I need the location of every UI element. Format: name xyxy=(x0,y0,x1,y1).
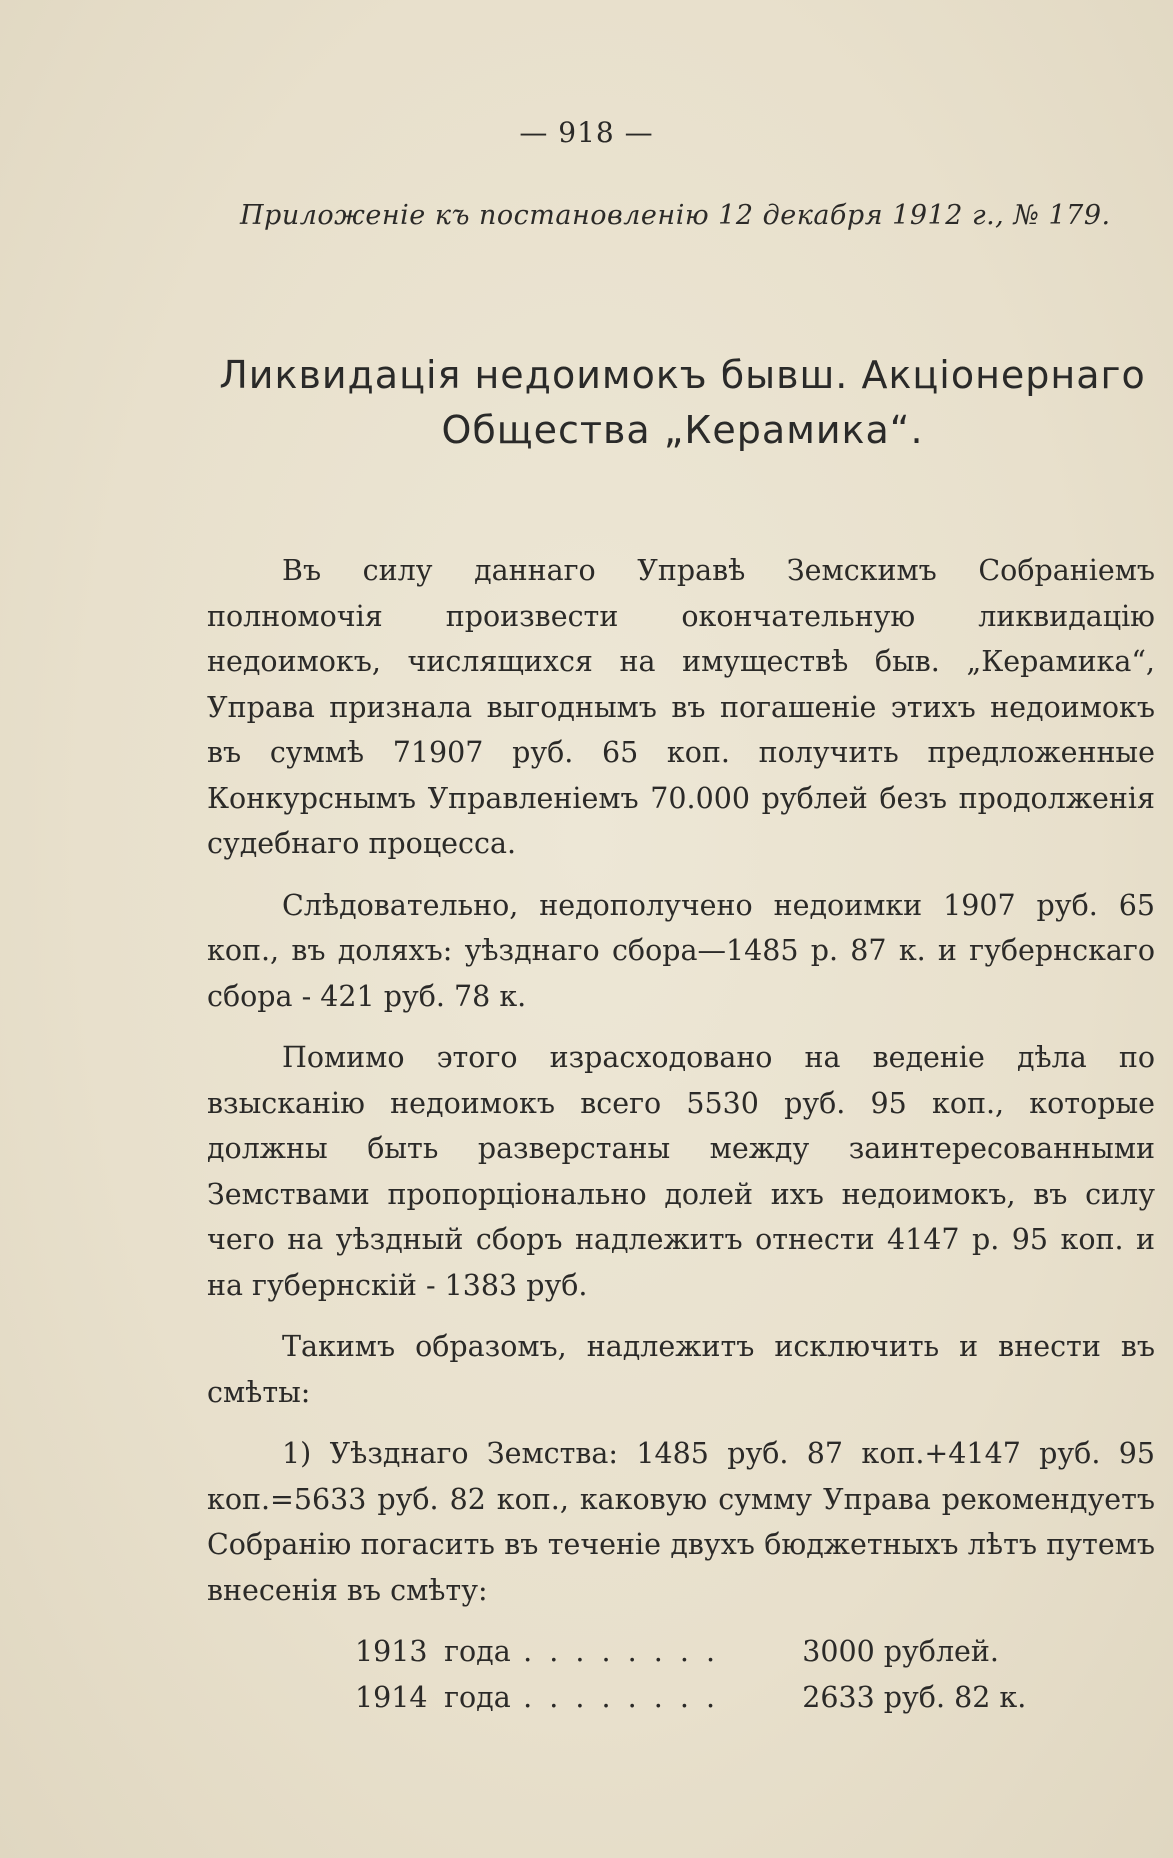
schedule-leader-dots: . . . . . . . . xyxy=(523,1680,720,1714)
paragraph-3: Помимо этого израсходовано на веденіе дѣла по взысканію недоимокъ всего 5530 руб. 95 коп., которые должны быть разверстаны между заинтересованными Земствами пропорціонально долей ихъ недоимокъ, въ силу чего на уѣздный сборъ надлежитъ отнести 4147 р. 95 коп. и на губернскій - 1383 руб. xyxy=(207,1041,1155,1302)
paragraph-5: 1) Уѣзднаго Земства: 1485 руб. 87 коп.+4147 руб. 95 коп.=5633 руб. 82 коп., каковую сумму Управа рекомендуетъ Собранію погасить въ теченіе двухъ бюджетныхъ лѣтъ путемъ внесенія въ смѣту: xyxy=(207,1437,1155,1607)
paragraph-4: Такимъ образомъ, надлежитъ исключить и внести въ смѣты: xyxy=(207,1330,1155,1409)
schedule-amount: 2633 руб. 82 к. xyxy=(802,1680,1027,1714)
body-text xyxy=(207,548,1155,1720)
page-number: — 918 — xyxy=(519,116,654,149)
payment-schedule xyxy=(207,1629,1155,1720)
schedule-year: 1913 xyxy=(355,1635,428,1668)
document-title: Ликвидація недоимокъ бывш. Акціонернаго Общества „Керамика“. xyxy=(219,353,1146,452)
schedule-year: 1914 xyxy=(355,1680,428,1714)
paragraph-2: Слѣдовательно, недополучено недоимки 1907 руб. 65 коп., въ доляхъ: уѣзднаго сбора—1485 р. 87 к. и губернскаго сбора - 421 руб. 78 к. xyxy=(207,888,1155,1013)
schedule-amount: 3000 рублей. xyxy=(802,1635,999,1668)
schedule-row-1914 xyxy=(355,1675,1155,1721)
schedule-unit: года xyxy=(444,1680,511,1714)
appendix-reference: Приложеніе къ постановленію 12 декабря 1912 г., № 179. xyxy=(240,200,1111,231)
paragraph-1: Въ силу даннаго Управѣ Земскимъ Собраніемъ полномочія произвести окончательную ликвидацію недоимокъ, числящихся на имуществѣ быв. „Керамика“, Управа признала выгоднымъ въ погашеніе этихъ недоимокъ въ суммѣ 71907 руб. 65 коп. получить предложенные Конкурснымъ Управленіемъ 70.000 рублей безъ продолженія судебнаго процесса. xyxy=(207,554,1155,860)
schedule-row-1913 xyxy=(355,1629,1155,1675)
schedule-unit: года xyxy=(444,1635,511,1668)
schedule-leader-dots: . . . . . . . . xyxy=(523,1635,720,1668)
